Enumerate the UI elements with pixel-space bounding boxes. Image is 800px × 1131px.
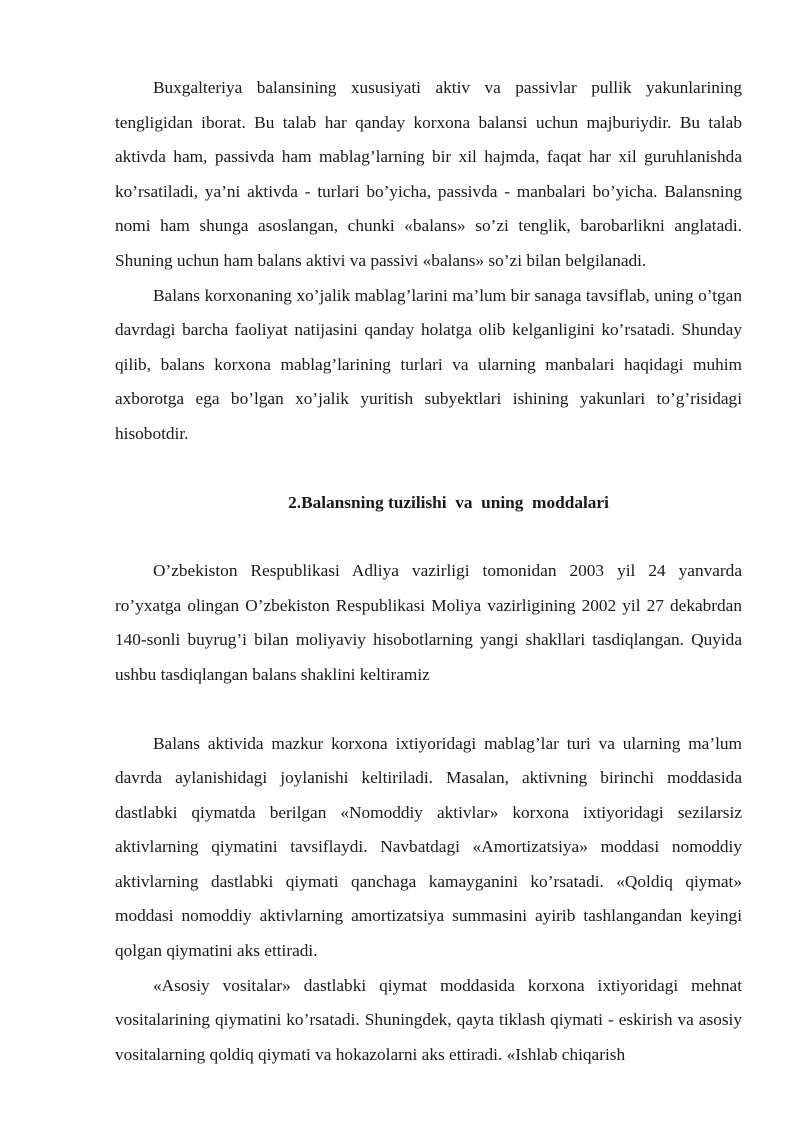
section-heading: 2.Balansning tuzilishi va uning moddalari xyxy=(288,492,609,512)
spacer xyxy=(115,520,742,554)
paragraph-legal-basis: O’zbekiston Respublikasi Adliya vazirligi tomonidan 2003 yil 24 yanvarda ro’yxatga olingan O’zbekiston Respublikasi Moliya vazirligining 2002 yil 27 dekabrdan 140-sonli buyrug’i bilan moliyaviy hisobotlarning yangi shakllari tasdiqlangan. Quyida ushbu tasdiqlangan balans shaklini keltiramiz xyxy=(115,561,742,684)
paragraph-balance-definition: Balans korxonaning xo’jalik mablag’larini ma’lum bir sanaga tavsiflab, uning o’tgan davrdagi barcha faoliyat natijasini qanday holatga olib kelganligini ko’rsatadi. Shunday qilib, balans korxona mablag’larining turlari va ularning manbalari haqidagi muhim axborotga ega bo’lgan xo’jalik yuritish subyektlari ishining yakunlari to’g’risidagi hisobotdir. xyxy=(115,285,742,443)
spacer xyxy=(115,452,742,486)
paragraph-balance-property: Buxgalteriya balansining xususiyati aktiv va passivlar pullik yakunlarining tengligidan iborat. Bu talab har qanday korxona balansi uchun majburiydir. Bu talab aktivda ham, passivda ham mablag’larning bir xil hajmda, faqat har xil guruhlanishda ko’rsatiladi, ya’ni aktivda - turlari bo’yicha, passivda - manbalari bo’yicha. Balansning nomi ham shunga asoslangan, chunki «balans» so’zi tenglik, barobarlikni anglatadi. Shuning uchun ham balans aktivi va passivi «balans» so’zi bilan belgilanadi. xyxy=(115,78,742,270)
paragraph-balance-assets: Balans aktivida mazkur korxona ixtiyoridagi mablag’lar turi va ularning ma’lum davrda aylanishidagi joylanishi keltiriladi. Masalan, aktivning birinchi moddasida dastlabki qiymatda berilgan «Nomoddiy aktivlar» korxona ixtiyoridagi sezilarsiz aktivlarning qiymatini tavsiflaydi. Navbatdagi «Amortizatsiya» moddasi nomoddiy aktivlarning dastlabki qiymati qanchaga kamayganini ko’rsatadi. «Qoldiq qiymat» moddasi nomoddiy aktivlarning amortizatsiya summasini ayirib tashlangandan keyingi qolgan qiymatini aks ettiradi. xyxy=(115,733,742,961)
paragraph-fixed-assets: «Asosiy vositalar» dastlabki qiymat moddasida korxona ixtiyoridagi mehnat vositalarining qiymatini ko’rsatadi. Shuningdek, qayta tiklash qiymati - eskirish va asosiy vositalarning qoldiq qiymati va hokazolarni aks ettiradi. «Ishlab chiqarish xyxy=(115,975,742,1064)
document-page xyxy=(115,71,742,1072)
spacer xyxy=(115,693,742,727)
